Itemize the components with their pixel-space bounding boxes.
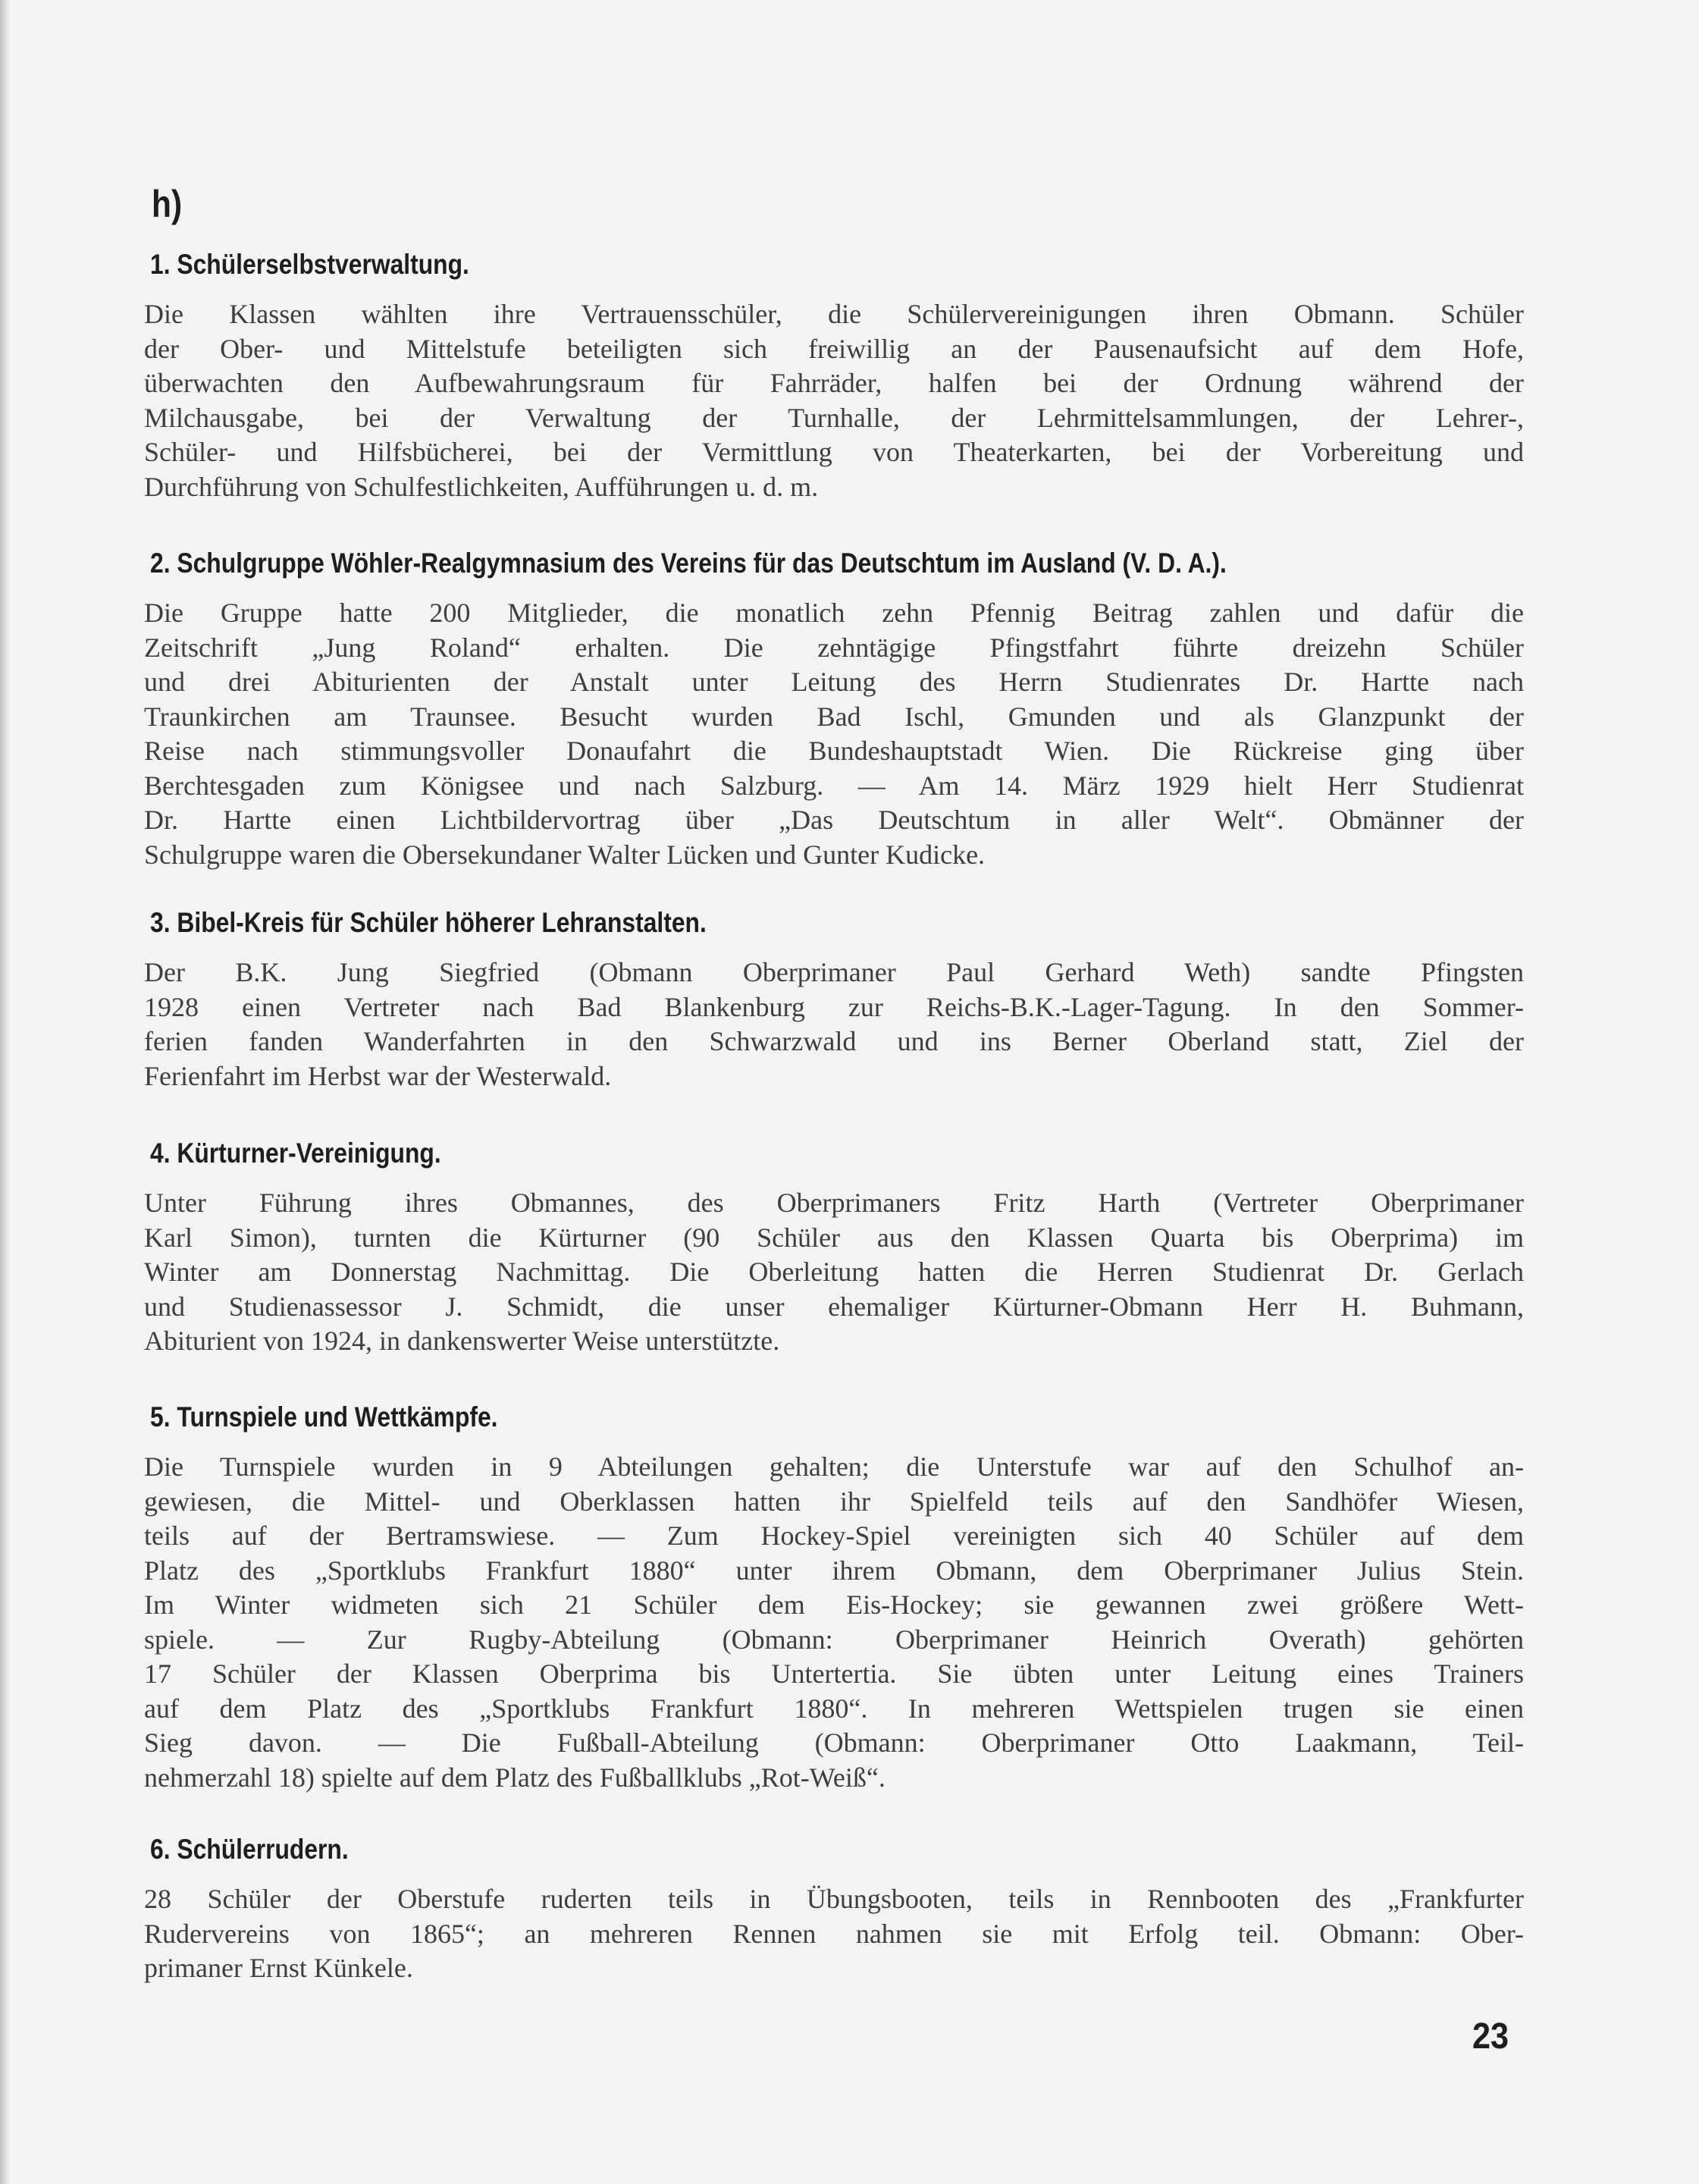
paragraph-line: 1928 einen Vertreter nach Bad Blankenburg zur Reichs-B.K.-Lager-Tagung. In den Sommer-: [144, 991, 1524, 1022]
section-vda-schulgruppe: [144, 548, 1524, 872]
paragraph-line: gewiesen, die Mittel- und Oberklassen hatten ihr Spielfeld teils auf den Sandhöfer Wiesen,: [144, 1486, 1524, 1517]
paragraph-line: Schulgruppe waren die Obersekundaner Walter Lücken und Gunter Kudicke.: [144, 839, 986, 870]
paragraph-line: Platz des „Sportklubs Frankfurt 1880“ unter ihrem Obmann, dem Oberprimaner Julius Stein.: [144, 1555, 1524, 1586]
paragraph-line: Schüler- und Hilfsbücherei, bei der Vermittlung von Theaterkarten, bei der Vorbereitung und: [144, 437, 1524, 467]
section-bibel-kreis: [144, 907, 1524, 1094]
paragraph-line: Dr. Hartte einen Lichtbildervortrag über „Das Deutschtum in aller Welt“. Obmänner der: [144, 805, 1524, 835]
paragraph-line: und Studienassessor J. Schmidt, die unser ehemaliger Kürturner-Obmann Herr H. Buhmann,: [144, 1291, 1524, 1322]
section-schuelerrudern: [144, 1834, 1524, 1986]
paragraph-line: Traunkirchen am Traunsee. Besucht wurden Bad Ischl, Gmunden und als Glanzpunkt der: [144, 701, 1524, 732]
paragraph-line: Sieg davon. — Die Fußball-Abteilung (Obmann: Oberprimaner Otto Laakmann, Teil-: [144, 1727, 1524, 1758]
section-turnspiele: [144, 1401, 1524, 1795]
paragraph-line: Ferienfahrt im Herbst war der Westerwald.: [144, 1060, 612, 1091]
section-schuelerselbstverwaltung: [144, 249, 1524, 504]
paragraph-line: Der B.K. Jung Siegfried (Obmann Oberprimaner Paul Gerhard Weth) sandte Pfingsten: [144, 957, 1524, 987]
paragraph-line: primaner Ernst Künkele.: [144, 1953, 413, 1983]
paragraph-line: teils auf der Bertramswiese. — Zum Hockey-Spiel vereinigten sich 40 Schüler auf dem: [144, 1520, 1524, 1551]
paragraph-line: Rudervereins von 1865“; an mehreren Rennen nahmen sie mit Erfolg teil. Obmann: Ober-: [144, 1918, 1524, 1949]
paragraph-line: Im Winter widmeten sich 21 Schüler dem Eis-Hockey; sie gewannen zwei größere Wett-: [144, 1589, 1524, 1620]
paragraph-line: der Ober- und Mittelstufe beteiligten sich freiwillig an der Pausenaufsicht auf dem Hofe,: [144, 333, 1524, 364]
paragraph-line: spiele. — Zur Rugby-Abteilung (Obmann: Oberprimaner Heinrich Overath) gehörten: [144, 1624, 1524, 1655]
paragraph-line: 28 Schüler der Oberstufe ruderten teils in Übungsbooten, teils in Rennbooten des „Frankfurter: [144, 1884, 1524, 1914]
section-heading: 1. Schülerselbstverwaltung.: [150, 249, 469, 280]
section-heading: 6. Schülerrudern.: [150, 1834, 349, 1865]
section-kuerturner: [144, 1138, 1524, 1359]
paragraph-line: Winter am Donnerstag Nachmittag. Die Oberleitung hatten die Herren Studienrat Dr. Gerlach: [144, 1257, 1524, 1287]
section-heading: 3. Bibel-Kreis für Schüler höherer Lehranstalten.: [150, 907, 707, 938]
paragraph-line: Berchtesgaden zum Königsee und nach Salzburg. — Am 14. März 1929 hielt Herr Studienrat: [144, 770, 1524, 801]
paragraph-line: Durchführung von Schulfestlichkeiten, Aufführungen u. d. m.: [144, 471, 819, 502]
section-marker: h): [152, 183, 183, 225]
section-heading: 5. Turnspiele und Wettkämpfe.: [150, 1401, 498, 1432]
paragraph-line: 17 Schüler der Klassen Oberprima bis Untertertia. Sie übten unter Leitung eines Trainers: [144, 1658, 1524, 1689]
section-heading: 4. Kürturner-Vereinigung.: [150, 1138, 441, 1169]
paragraph-line: Milchausgabe, bei der Verwaltung der Turnhalle, der Lehrmittelsammlungen, der Lehrer-,: [144, 402, 1524, 433]
page-edge: [0, 0, 11, 2184]
paragraph-line: Die Gruppe hatte 200 Mitglieder, die monatlich zehn Pfennig Beitrag zahlen und dafür die: [144, 598, 1524, 628]
paragraph-line: Die Klassen wählten ihre Vertrauensschüler, die Schülervereinigungen ihren Obmann. Schüler: [144, 299, 1524, 329]
paragraph-line: und drei Abiturienten der Anstalt unter Leitung des Herrn Studienrates Dr. Hartte nach: [144, 667, 1524, 697]
paragraph-line: überwachten den Aufbewahrungsraum für Fahrräder, halfen bei der Ordnung während der: [144, 368, 1524, 398]
paragraph-line: nehmerzahl 18) spielte auf dem Platz des Fußballklubs „Rot-Weiß“.: [144, 1762, 886, 1793]
page-number: 23: [1472, 2016, 1509, 2057]
paragraph-line: Reise nach stimmungsvoller Donaufahrt die Bundeshauptstadt Wien. Die Rückreise ging über: [144, 736, 1524, 766]
paragraph-line: Karl Simon), turnten die Kürturner (90 Schüler aus den Klassen Quarta bis Oberprima) im: [144, 1222, 1524, 1253]
paragraph-line: ferien fanden Wanderfahrten in den Schwarzwald und ins Berner Oberland statt, Ziel der: [144, 1026, 1524, 1056]
paragraph-line: Unter Führung ihres Obmannes, des Oberprimaners Fritz Harth (Vertreter Oberprimaner: [144, 1188, 1524, 1218]
paragraph-line: Zeitschrift „Jung Roland“ erhalten. Die zehntägige Pfingstfahrt führte dreizehn Schüler: [144, 632, 1524, 663]
paragraph-line: Die Turnspiele wurden in 9 Abteilungen gehalten; die Unterstufe war auf den Schulhof an-: [144, 1451, 1524, 1482]
section-heading: 2. Schulgruppe Wöhler-Realgymnasium des Vereins für das Deutschtum im Ausland (V. D. A.).: [150, 548, 1227, 579]
paragraph-line: auf dem Platz des „Sportklubs Frankfurt 1880“. In mehreren Wettspielen trugen sie einen: [144, 1693, 1524, 1724]
paragraph-line: Abiturient von 1924, in dankenswerter Weise unterstützte.: [144, 1326, 780, 1356]
